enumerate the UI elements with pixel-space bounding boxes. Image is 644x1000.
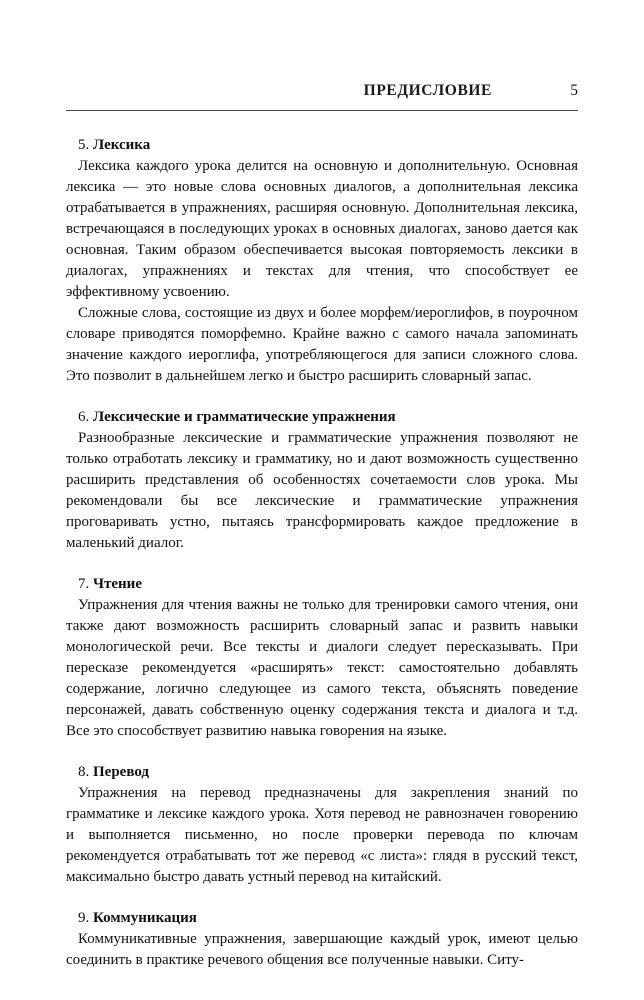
paragraph: Сложные слова, состоящие из двух и более морфем/иероглифов, в поурочном словаре приводятся поморфемно. Крайне важно с самого начала запоминать значение каждого иероглифа, употребляющегося для записи сложного слова. Это позволит в дальнейшем легко и быстро расширить словарный запас.	[66, 305, 578, 384]
section-number: 5.	[78, 137, 90, 153]
section-title: Коммуникация	[93, 910, 197, 926]
paragraph: Разнообразные лексические и грамматические упражнения позволяют не только отработать лексику и грамматику, но и дают возможность существенно расширить представления об особенностях сочетаемости слов урока. Мы рекомендовали бы все лексические и грамматические упражнения проговаривать устно, пытаясь трансформировать каждое предложение в маленький диалог.	[66, 430, 578, 551]
section	[66, 135, 578, 387]
section-heading	[66, 135, 578, 156]
section	[66, 574, 578, 742]
section-title: Лексические и грамматические упражнения	[93, 409, 396, 425]
header-rule	[66, 110, 578, 111]
body-text	[66, 122, 578, 971]
paragraph: Лексика каждого урока делится на основную и дополнительную. Основная лексика — это новые слова основных диалогов, а дополнительная лексика отрабатывается в упражнениях, расширяя основную. Дополнительная лексика, встречающаяся в последующих уроках в основных диалогах, заново дается как основная. Таким образом обеспечивается высокая повторяемость лексики в диалогах, упражнениях и текстах для чтения, что способствует ее эффективному усвоению.	[66, 158, 578, 300]
paragraph: Коммуникативные упражнения, завершающие каждый урок, имеют целью соединить в практике речевого общения все полученные навыки. Ситу-	[66, 931, 578, 968]
page-number: 5	[570, 82, 578, 99]
section-number: 7.	[78, 576, 90, 592]
section-heading	[66, 407, 578, 428]
section	[66, 407, 578, 554]
running-head-line	[66, 82, 578, 104]
paragraph: Упражнения для чтения важны не только для тренировки самого чтения, они также дают возможность расширить словарный запас и развить навыки монологической речи. Все тексты и диалоги следует пересказывать. При пересказе рекомендуется «расширять» текст: самостоятельно добавлять содержание, логично следующее из самого текста, объяснять поведение персонажей, давать собственную оценку содержания текста и диалога и т.д. Все это способствует развитию навыка говорения на языке.	[66, 597, 578, 739]
section-number: 8.	[78, 764, 90, 780]
section-title: Лексика	[93, 137, 151, 153]
section-title: Чтение	[93, 576, 142, 592]
section-heading	[66, 908, 578, 929]
section	[66, 762, 578, 888]
section-heading	[66, 574, 578, 595]
page-content	[66, 0, 578, 971]
section	[66, 908, 578, 971]
running-head	[66, 0, 578, 122]
section-number: 9.	[78, 910, 90, 926]
paragraph: Упражнения на перевод предназначены для закрепления знаний по грамматике и лексике каждого урока. Хотя перевод не равнозначен говорению и выполняется письменно, но после проверки перевода по ключам рекомендуется отрабатывать тот же перевод «с листа»: глядя в русский текст, максимально быстро давать устный перевод на китайский.	[66, 785, 578, 885]
running-head-title: ПРЕДИСЛОВИЕ	[363, 82, 492, 99]
section-heading	[66, 762, 578, 783]
section-number: 6.	[78, 409, 90, 425]
section-title: Перевод	[93, 764, 149, 780]
